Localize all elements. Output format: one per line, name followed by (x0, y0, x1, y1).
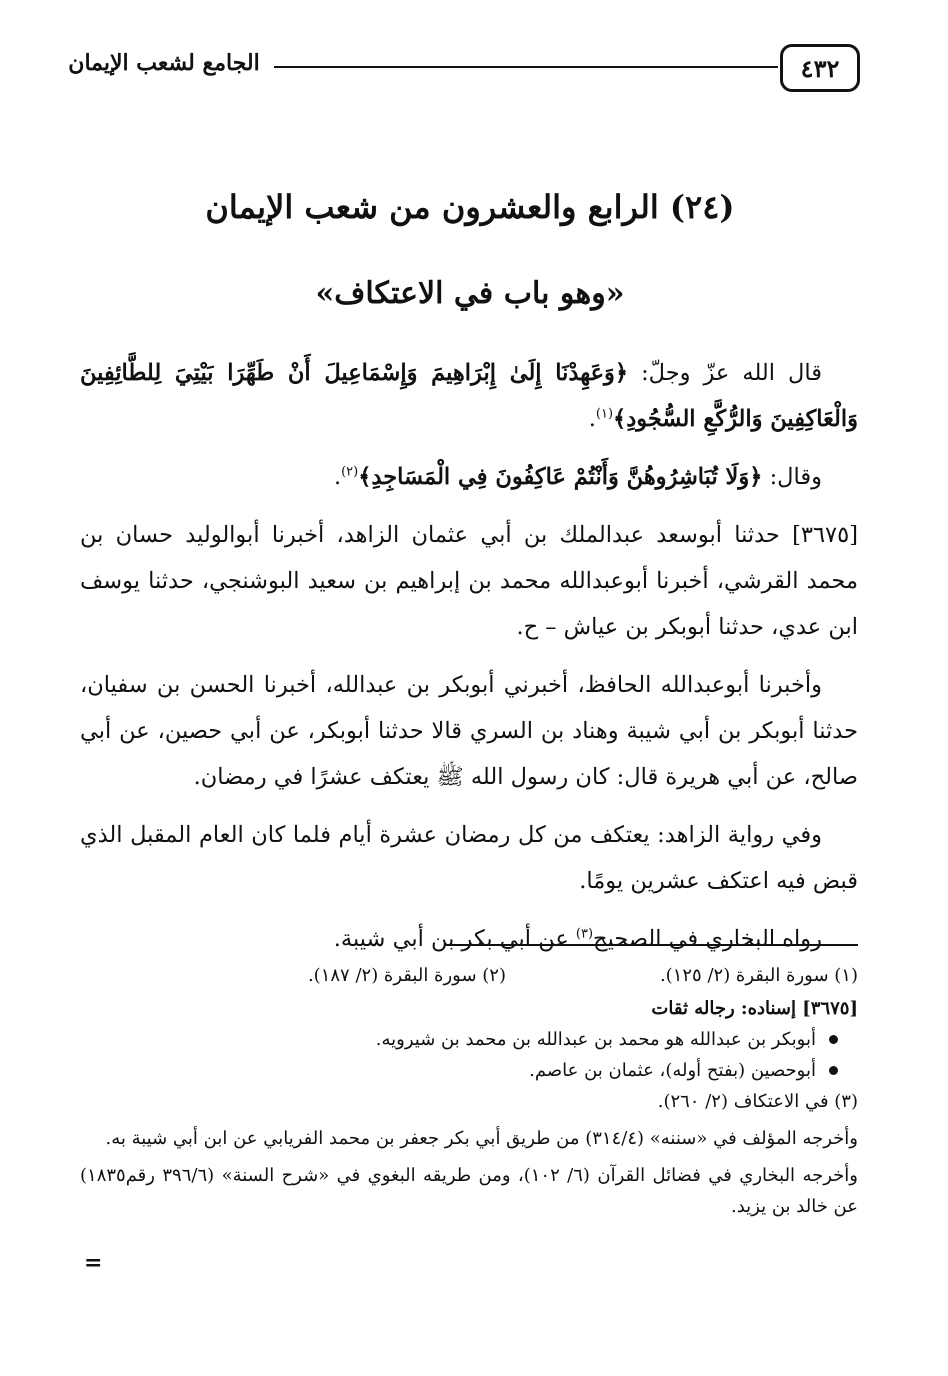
paragraph-quran-1 (80, 350, 858, 442)
chapter-subtitle: «وهو باب في الاعتكاف» (315, 276, 625, 311)
page-header (64, 44, 860, 96)
footnote-3: (٣) في الاعتكاف (٢/ ٢٦٠). (657, 1091, 858, 1112)
footnote-separator (448, 944, 858, 946)
continuation-mark: = (84, 1250, 103, 1276)
isnad-bullets (80, 1024, 858, 1086)
footnote-2: (٢) سورة البقرة (٢/ ١٨٧). (307, 965, 506, 986)
quran-intro: وقال: (762, 464, 822, 490)
isnad-heading: [٣٦٧٥] إسناده: رجاله ثقات (651, 998, 858, 1019)
paragraph-end: . (588, 406, 596, 432)
bullet-text: أبوحصين (بفتح أوله)، عثمان بن عاصم. (529, 1060, 816, 1081)
running-title: الجامع لشعب الإيمان (68, 50, 260, 76)
main-text (80, 350, 858, 974)
header-rule (274, 66, 778, 68)
bullet-item (80, 1024, 838, 1055)
paragraph-bukhari (80, 916, 858, 962)
bullet-text: أبوبكر بن عبدالله هو محمد بن عبدالله بن محمد بن شيرويه. (375, 1029, 816, 1050)
bullet-icon (829, 1035, 838, 1044)
paragraph-quran-2 (80, 454, 858, 500)
footnote-takhrij-2: وأخرجه البخاري في فضائل القرآن (٦/ ١٠٢)، ومن طريقه البغوي في «شرح السنة» (٣٩٦/٦ رقم١٨٣٥) عن خالد بن يزيد. (80, 1165, 858, 1217)
chapter-title: (٢٤) الرابع والعشرون من شعب الإيمان (205, 188, 735, 226)
paragraph-hadith-text: وأخبرنا أبوعبدالله الحافظ، أخبرني أبوبكر بن عبدالله، أخبرنا الحسن بن سفيان، حدثنا أبوبكر بن أبي شيبة وهناد بن السري قالا حدثنا أبوبكر، عن أبي حصين، عن أبي صالح، عن أبي هريرة قال: كان رسول الله ﷺ يعتكف عشرًا في رمضان. (80, 672, 858, 790)
footnote-takhrij-1: وأخرجه المؤلف في «سننه» (٣١٤/٤) من طريق أبي بكر جعفر بن محمد الفريابي عن ابن أبي شيبة به. (105, 1128, 858, 1149)
quran-intro: قال الله عزّ وجلّ: (628, 360, 823, 386)
footnote-ref-3[interactable]: (٣) (575, 926, 594, 942)
quran-verse-1: ﴿وَعَهِدْنَا إِلَىٰ إِبْرَاهِيمَ وَإِسْمَاعِيلَ أَنْ طَهِّرَا بَيْتِيَ لِلطَّائِفِينَ وَالْعَاكِفِينَ وَالرُّكَّعِ السُّجُودِ﴾ (80, 360, 858, 432)
bullet-item (80, 1055, 838, 1086)
bukhari-start: رواه البخاري في الصحيح (593, 926, 822, 952)
footnotes-row-1 (80, 960, 858, 991)
paragraph-end: . (333, 464, 342, 490)
footnote-ref-1[interactable]: (١) (595, 406, 614, 422)
bukhari-end: عن أبي بكر بن أبي شيبة. (333, 926, 576, 952)
footnote-1: (١) سورة البقرة (٢/ ١٢٥). (659, 965, 858, 986)
footnotes (80, 960, 858, 1222)
paragraph-hadith-isnad: [٣٦٧٥] حدثنا أبوسعد عبدالملك بن أبي عثمان الزاهد، أخبرنا أبوالوليد حسان بن محمد القرشي، أخبرنا أبوعبدالله محمد بن إبراهيم بن سعيد البوشنجي، حدثنا يوسف ابن عدي، حدثنا أبوبكر بن عياش – ح. (80, 522, 858, 640)
paragraph-zahid-narration: وفي رواية الزاهد: يعتكف من كل رمضان عشرة أيام فلما كان العام المقبل الذي قبض فيه اعتكف عشرين يومًا. (80, 822, 858, 894)
quran-verse-2: ﴿وَلَا تُبَاشِرُوهُنَّ وَأَنْتُمْ عَاكِفُونَ فِي الْمَسَاجِدِ﴾ (358, 464, 763, 490)
bullet-icon (829, 1066, 838, 1075)
footnote-ref-2[interactable]: (٢) (341, 464, 359, 480)
page-number: ٤٣٢ (780, 44, 860, 92)
